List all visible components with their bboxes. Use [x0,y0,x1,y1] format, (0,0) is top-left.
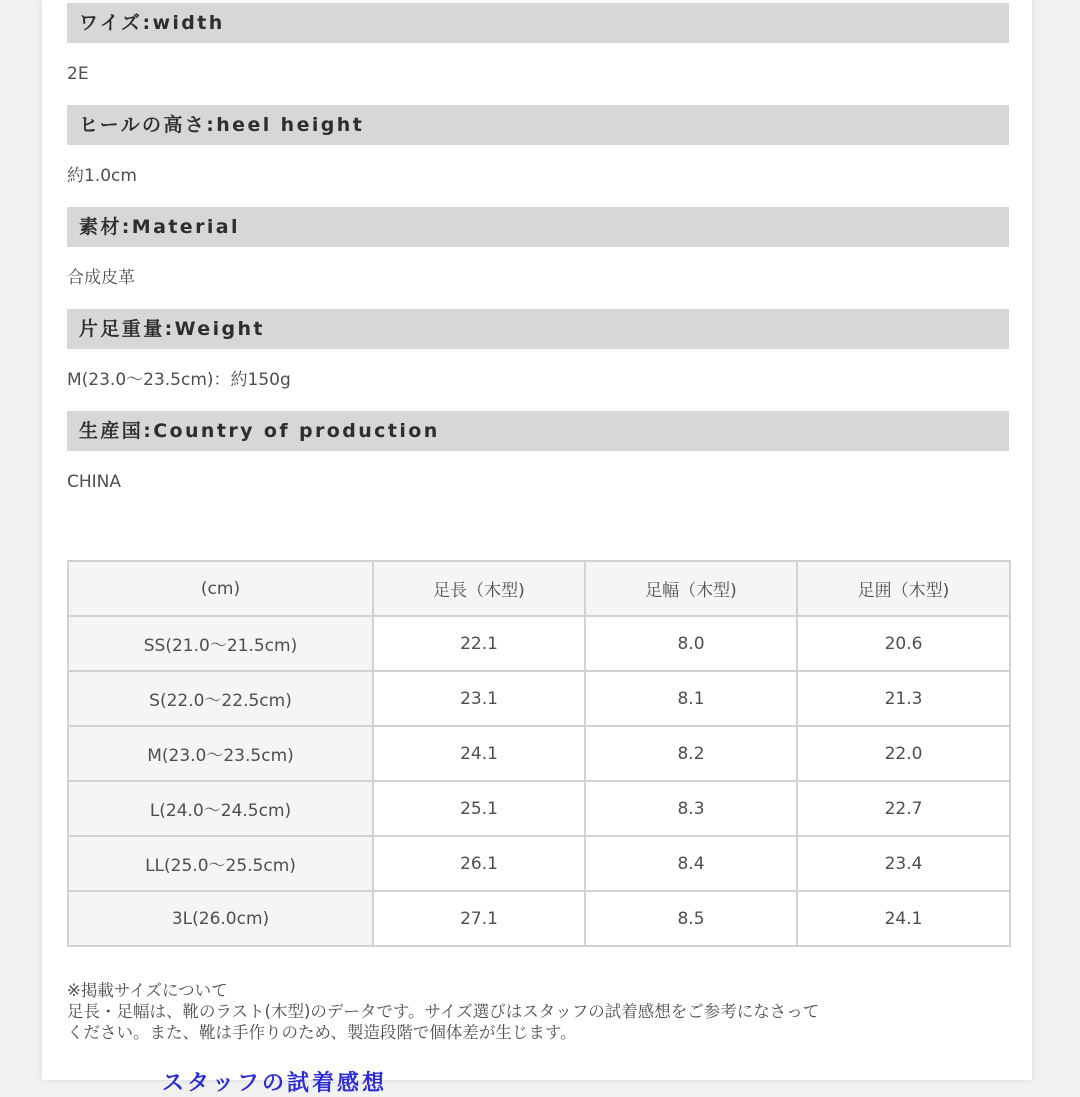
table-row [68,671,1010,726]
foot-girth-cell: 21.3 [797,671,1010,726]
foot-girth-cell: 24.1 [797,891,1010,946]
spec-heading-heel-height: ヒールの高さ:heel height [67,105,1009,145]
foot-width-cell: 8.1 [585,671,797,726]
foot-length-cell: 25.1 [373,781,585,836]
foot-girth-cell: 22.0 [797,726,1010,781]
table-row [68,781,1010,836]
size-note-line-1: 足長・足幅は、靴のラスト(木型)のデータです。サイズ選びはスタッフの試着感想をご参考になさって [67,1002,820,1021]
table-row [68,726,1010,781]
foot-length-cell: 27.1 [373,891,585,946]
table-row [68,616,1010,671]
product-detail-page [42,0,1032,1096]
foot-girth-cell: 22.7 [797,781,1010,836]
size-note-title: ※掲載サイズについて [67,981,228,1000]
spec-heading-width: ワイズ:width [67,3,1009,43]
size-cell: L(24.0〜24.5cm) [68,781,373,836]
spec-list [67,3,1009,513]
spec-heading-material: 素材:Material [67,207,1009,247]
size-note-line-2: ください。また、靴は手作りのため、製造段階で個体差が生じます。 [67,1023,577,1042]
foot-width-cell: 8.4 [585,836,797,891]
foot-length-cell: 26.1 [373,836,585,891]
foot-width-cell: 8.2 [585,726,797,781]
size-note [67,980,1017,1043]
size-cell: LL(25.0〜25.5cm) [68,836,373,891]
foot-width-cell: 8.5 [585,891,797,946]
foot-width-cell: 8.0 [585,616,797,671]
spec-value-width: 2E [67,64,89,84]
column-header-unit: (cm) [68,561,373,616]
spec-value-material: 合成皮革 [67,268,135,288]
foot-length-cell: 23.1 [373,671,585,726]
foot-girth-cell: 23.4 [797,836,1010,891]
size-cell: 3L(26.0cm) [68,891,373,946]
spec-value-heel-height: 約1.0cm [67,166,137,186]
staff-review-link[interactable]: スタッフの試着感想 [162,1071,388,1096]
foot-width-cell: 8.3 [585,781,797,836]
size-cell: S(22.0〜22.5cm) [68,671,373,726]
spec-value-country: CHINA [67,472,122,492]
size-table-header-row [68,561,1010,616]
column-header-foot-girth: 足囲（木型) [797,561,1010,616]
spec-value-weight: M(23.0〜23.5cm)：約150g [67,370,291,390]
spec-heading-country: 生産国:Country of production [67,411,1009,451]
column-header-foot-width: 足幅（木型) [585,561,797,616]
spec-heading-weight: 片足重量:Weight [67,309,1009,349]
table-row [68,891,1010,946]
size-cell: SS(21.0〜21.5cm) [68,616,373,671]
size-table [67,560,1011,947]
foot-girth-cell: 20.6 [797,616,1010,671]
column-header-foot-length: 足長（木型) [373,561,585,616]
foot-length-cell: 24.1 [373,726,585,781]
size-cell: M(23.0〜23.5cm) [68,726,373,781]
foot-length-cell: 22.1 [373,616,585,671]
table-row [68,836,1010,891]
